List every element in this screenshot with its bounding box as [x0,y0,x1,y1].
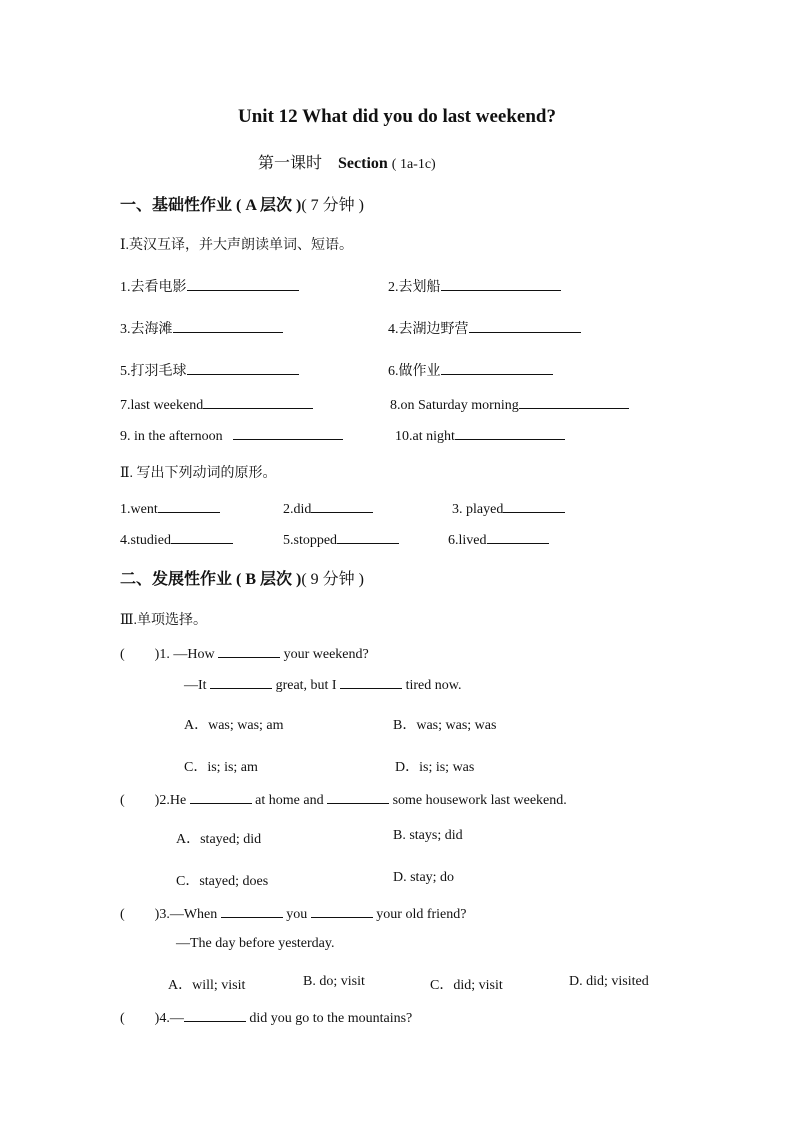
section-range: ( 1a-1c) [391,157,436,172]
section-heading-a [120,192,364,215]
part2-item: 5.stopped [283,531,399,549]
section-heading-a-time: ( 7 分钟 ) [301,197,365,214]
option[interactable]: A．was; was; am [184,718,284,733]
question-1-line2: —It great, but I tired now. [184,678,462,693]
lesson-subtitle [258,150,436,173]
option[interactable]: D. stay; do [393,870,455,885]
answer-blank[interactable] [210,676,272,689]
part1-item: 10.at night [395,427,565,445]
answer-blank[interactable] [519,396,629,409]
answer-blank[interactable] [187,278,299,291]
part1-item: 9. in the afternoon [120,427,343,445]
section-heading-b [120,566,364,589]
question-4: ( )4.— did you go to the mountains? [120,1011,413,1026]
option[interactable]: C．is; is; am [184,760,258,775]
answer-blank[interactable] [311,905,373,918]
answer-blank[interactable] [233,427,343,440]
section-label: Section [338,155,388,172]
option[interactable]: A．will; visit [168,978,246,993]
part1-item: 5.打羽毛球 [120,360,299,380]
answer-blank[interactable] [218,645,280,658]
answer-blank[interactable] [184,1009,246,1022]
question-3-answer: —The day before yesterday. [176,936,335,951]
option[interactable]: C．stayed; does [176,874,269,889]
answer-blank[interactable] [455,427,565,440]
answer-blank[interactable] [469,320,581,333]
answer-blank[interactable] [487,531,549,544]
section-heading-b-text: 二、发展性作业 ( B 层次 ) [120,571,302,588]
option[interactable]: A．stayed; did [176,832,262,847]
part2-title: Ⅱ. 写出下列动词的原形。 [120,466,277,481]
option[interactable]: D．is; is; was [395,760,475,775]
part1-item: 8.on Saturday morning [390,396,629,414]
part2-item: 3. played [452,500,565,518]
option[interactable]: C．did; visit [430,978,503,993]
answer-blank[interactable] [441,278,561,291]
question-2: ( )2.He at home and some housework last weekend. [120,793,567,808]
option[interactable]: D. did; visited [569,974,649,989]
answer-blank[interactable] [311,500,373,513]
lesson-label: 第一课时 [258,155,323,172]
answer-blank[interactable] [221,905,283,918]
part2-item: 6.lived [448,531,549,549]
part1-item: 1.去看电影 [120,276,299,296]
part2-item: 1.went [120,500,220,518]
question-1: ( )1. —How your weekend? [120,647,369,662]
answer-blank[interactable] [340,676,402,689]
page-title: Unit 12 What did you do last weekend? [238,106,556,127]
question-3: ( )3.—When you your old friend? [120,907,467,922]
answer-blank[interactable] [327,791,389,804]
answer-blank[interactable] [158,500,220,513]
part1-item: 6.做作业 [388,360,553,380]
part1-item: 2.去划船 [388,276,561,296]
option[interactable]: B. stays; did [393,828,463,843]
part1-title: Ⅰ.英汉互译，并大声朗读单词、短语。 [120,238,354,253]
part1-item: 7.last weekend [120,396,313,414]
answer-blank[interactable] [171,531,233,544]
section-heading-a-text: 一、基础性作业 ( A 层次 ) [120,197,302,214]
answer-blank[interactable] [503,500,565,513]
answer-blank[interactable] [441,362,553,375]
answer-blank[interactable] [187,362,299,375]
part2-item: 4.studied [120,531,233,549]
part1-item: 3.去海滩 [120,318,283,338]
answer-blank[interactable] [337,531,399,544]
part1-item: 4.去湖边野营 [388,318,581,338]
section-heading-b-time: ( 9 分钟 ) [301,571,365,588]
option[interactable]: B．was; was; was [393,718,497,733]
answer-blank[interactable] [173,320,283,333]
part2-item: 2.did [283,500,373,518]
part3-title: Ⅲ.单项选择。 [120,613,208,628]
answer-blank[interactable] [203,396,313,409]
option[interactable]: B. do; visit [303,974,365,989]
answer-blank[interactable] [190,791,252,804]
